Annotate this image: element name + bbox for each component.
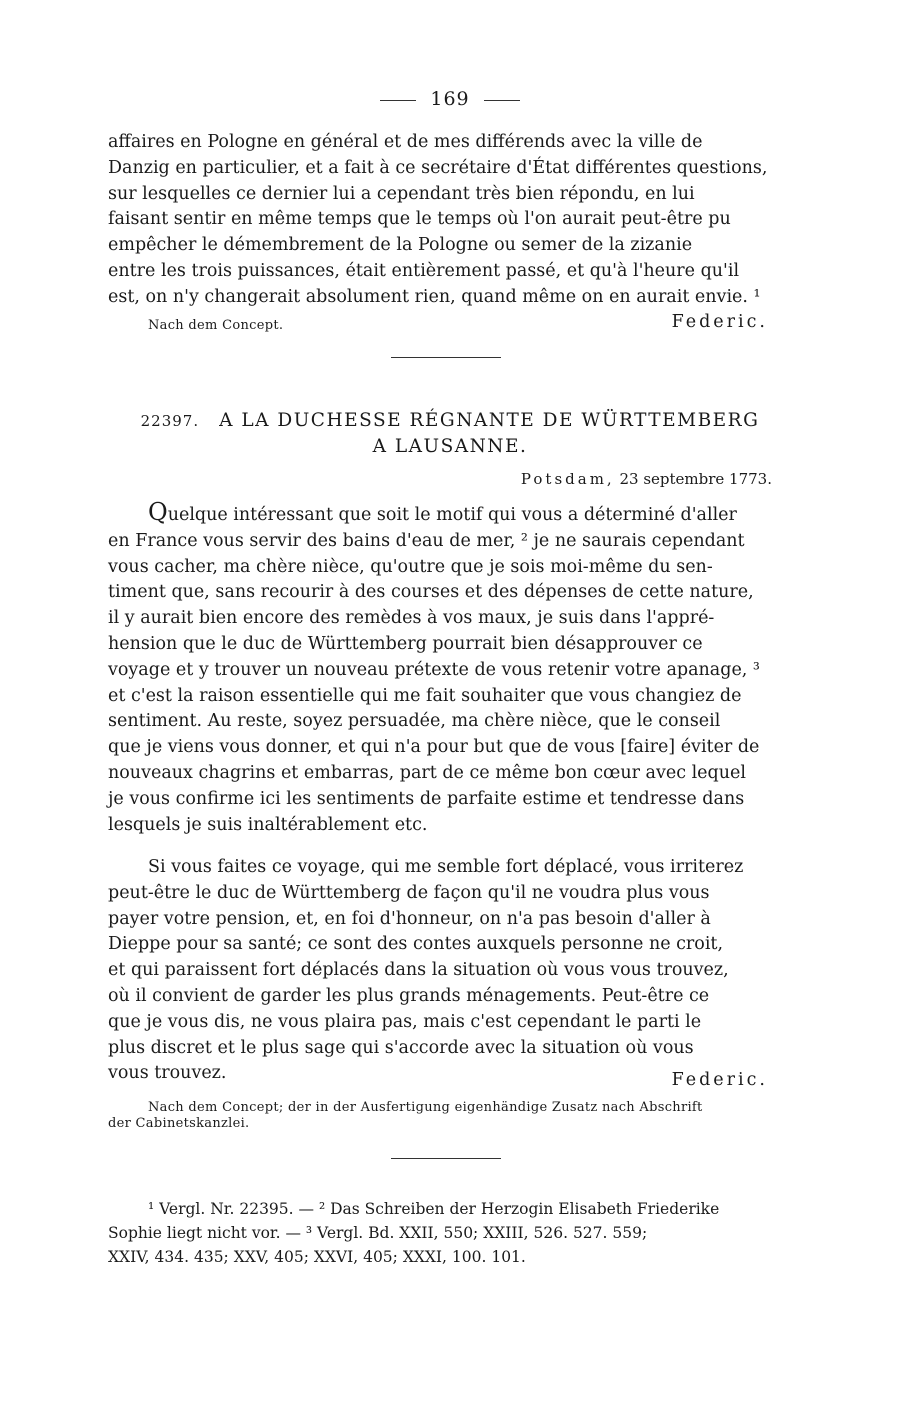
letter-recipient: A LA DUCHESSE RÉGNANTE DE WÜRTTEMBERG [219, 410, 760, 431]
dateline-place: Potsdam, [520, 470, 615, 488]
text-line: lesquels je suis inaltérablement etc. [108, 814, 428, 835]
text-line: voyage et y trouver un nouveau prétexte de vous retenir votre apanage, ³ [108, 659, 760, 680]
text-line: et qui paraissent fort déplacés dans la situation où vous vous trouvez, [108, 960, 729, 981]
dateline-date: 23 septembre 1773. [619, 470, 772, 488]
text-line: timent que, sans recourir à des courses et des dépenses de cette nature, [108, 582, 754, 603]
section-divider [391, 357, 501, 358]
letter-paragraph-2 [108, 855, 790, 1087]
dateline [521, 470, 772, 488]
text-line: est, on n'y changerait absolument rien, quand même on en aurait envie. ¹ [108, 286, 761, 307]
previous-letter-ending [108, 130, 790, 311]
drop-cap: Q [148, 498, 168, 526]
header-rule-right [484, 100, 520, 101]
letter-number: 22397. [140, 412, 200, 430]
source-note-line: der Cabinetskanzlei. [108, 1116, 250, 1131]
text-line: vous trouvez. [108, 1063, 227, 1084]
source-note-line: Nach dem Concept; der in der Ausfertigung eigenhändige Zusatz nach Abschrift [148, 1100, 703, 1115]
signature: Federic. [671, 312, 768, 332]
text-line: que je viens vous donner, et qui n'a pour but que de vous [faire] éviter de [108, 737, 760, 758]
text-line: Quelque intéressant que soit le motif qui vous a déterminé d'aller [148, 498, 737, 526]
letter-source-note [108, 1100, 798, 1132]
text-line: empêcher le démembrement de la Pologne ou semer de la zizanie [108, 235, 693, 256]
previous-letter-signature-row [108, 312, 768, 338]
letter-paragraph-1 [108, 500, 790, 838]
text-line: faisant sentir en même temps que le temps où l'on aurait peut-être pu [108, 209, 731, 230]
text-line: sur lesquelles ce dernier lui a cependant très bien répondu, en lui [108, 183, 695, 204]
header-rule-left [380, 100, 416, 101]
letter-signature-row [108, 1070, 768, 1096]
text-line: entre les trois puissances, était entièrement passé, et qu'à l'heure qu'il [108, 260, 740, 281]
letter-heading [0, 408, 900, 459]
text-line: il y aurait bien encore des remèdes à vos maux, je suis dans l'appré- [108, 608, 715, 629]
text-line: affaires en Pologne en général et de mes différends avec la ville de [108, 132, 703, 152]
text-line: que je vous dis, ne vous plaira pas, mais c'est cependant le parti le [108, 1011, 702, 1032]
signature: Federic. [671, 1070, 768, 1090]
footnote-line: ¹ Vergl. Nr. 22395. — ² Das Schreiben der Herzogin Elisabeth Friederike [148, 1200, 720, 1218]
letter-heading-line-1 [0, 408, 900, 434]
page-number: 169 [430, 88, 470, 110]
footnote-line: Sophie liegt nicht vor. — ³ Vergl. Bd. XXII, 550; XXIII, 526. 527. 559; [108, 1224, 648, 1242]
section-divider [391, 1158, 501, 1159]
text-line: où il convient de garder les plus grands ménagements. Peut-être ce [108, 985, 710, 1006]
text-line: et c'est la raison essentielle qui me fait souhaiter que vous changiez de [108, 685, 742, 706]
letter-location: A LAUSANNE. [372, 436, 528, 457]
text-line: en France vous servir des bains d'eau de mer, ² je ne saurais cependant [108, 530, 745, 551]
text-line: Danzig en particulier, et a fait à ce secrétaire d'État différentes questions, [108, 157, 768, 178]
page-header [0, 88, 900, 110]
text-line: payer votre pension, et, en foi d'honneur, on n'a pas besoin d'aller à [108, 908, 711, 929]
footnote-line: XXIV, 434. 435; XXV, 405; XXVI, 405; XXXI, 100. 101. [108, 1248, 526, 1266]
source-note: Nach dem Concept. [148, 318, 284, 333]
footnotes [108, 1197, 798, 1269]
text-line: plus discret et le plus sage qui s'accorde avec la situation où vous [108, 1037, 694, 1058]
text-line: je vous confirme ici les sentiments de parfaite estime et tendresse dans [108, 788, 745, 809]
text-line: vous cacher, ma chère nièce, qu'outre que je sois moi-même du sen- [108, 556, 713, 577]
text-line: hension que le duc de Württemberg pourrait bien désapprouver ce [108, 633, 703, 654]
text-line: nouveaux chagrins et embarras, part de ce même bon cœur avec lequel [108, 762, 746, 783]
text-line: peut-être le duc de Württemberg de façon qu'il ne voudra plus vous [108, 882, 710, 903]
text-line: sentiment. Au reste, soyez persuadée, ma chère nièce, que le conseil [108, 711, 721, 732]
text-line: Dieppe pour sa santé; ce sont des contes auxquels personne ne croit, [108, 934, 724, 955]
text-line: Si vous faites ce voyage, qui me semble fort déplacé, vous irriterez [148, 857, 744, 877]
